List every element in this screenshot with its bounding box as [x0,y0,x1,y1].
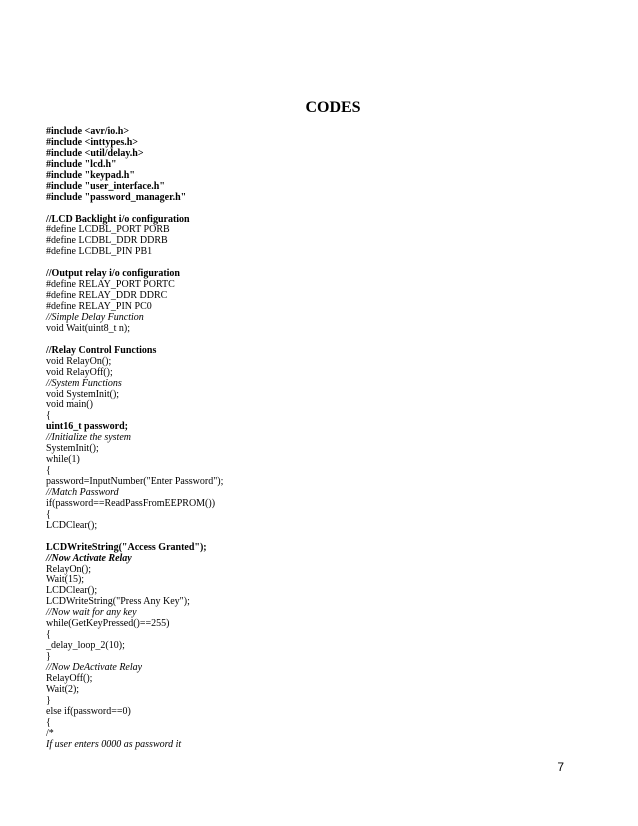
code-line: else if(password==0) [46,705,131,717]
code-line: #include <avr/io.h> [46,126,130,137]
code-line: LCDWriteString("Access Granted"); [46,541,207,553]
code-line: //LCD Backlight i/o configuration [46,213,190,225]
code-line: while(1) [46,454,80,466]
code-line: { [46,508,51,520]
code-line: RelayOff(); [46,672,93,684]
code-line: #define LCDBL_DDR DDRB [46,235,168,247]
code-line: //Simple Delay Function [46,311,144,323]
code-line: //Now DeActivate Relay [46,661,143,673]
code-line: //Initialize the system [46,432,131,444]
code-line: { [46,716,51,728]
code-line: RelayOn(); [46,563,91,575]
code-line: #include "keypad.h" [46,169,135,181]
code-line: uint16_t password; [46,421,128,433]
code-line: { [46,629,51,641]
code-line: if(password==ReadPassFromEEPROM()) [46,497,216,509]
code-line: #include <util/delay.h> [46,147,144,159]
code-line: //Now Activate Relay [46,552,132,564]
code-line: //Output relay i/o configuration [46,268,180,280]
code-line: { [46,410,51,422]
code-line: LCDClear(); [46,519,98,531]
code-line: LCDWriteString("Press Any Key"); [46,596,190,608]
code-line: { [46,465,51,477]
code-line: void SystemInit(); [46,388,120,400]
code-line: password=InputNumber("Enter Password"); [46,476,224,487]
code-line: Wait(15); [46,574,85,586]
code-blank-line [46,532,606,543]
code-line: #include "user_interface.h" [46,180,165,192]
code-line: //Relay Control Functions [46,344,157,356]
code-line: //Match Password [46,486,119,498]
code-line: } [46,694,51,706]
code-line: _delay_loop_2(10); [46,640,125,652]
code-line: #define RELAY_DDR DDRC [46,290,168,302]
code-line: void Wait(uint8_t n); [46,322,131,334]
code-line: void RelayOn(); [46,355,112,367]
code-line: void main() [46,399,93,411]
code-line: #define RELAY_PIN PC0 [46,301,152,312]
code-line: LCDClear(); [46,585,98,597]
code-line: #define LCDBL_PIN PB1 [46,246,153,258]
code-line: #include <inttypes.h> [46,136,138,148]
code-line: Wait(2); [46,683,80,695]
code-line: #define RELAY_PORT PORTC [46,279,175,291]
code-line: void RelayOff(); [46,366,113,378]
code-line: /* [46,727,54,739]
code-listing [46,127,606,750]
code-blank-line [46,204,606,215]
page-title: CODES [305,99,361,116]
code-line: #define LCDBL_PORT PORB [46,224,170,236]
code-line: #include "lcd.h" [46,158,117,170]
code-line: } [46,651,51,662]
code-line: while(GetKeyPressed()==255) [46,618,170,630]
code-line: //Now wait for any key [46,607,137,619]
code-line: SystemInit(); [46,443,99,455]
code-line: If user enters 0000 as password it [46,738,182,750]
page-number: 7 [557,760,564,774]
code-line: #include "password_manager.h" [46,191,187,203]
code-line: //System Functions [46,377,122,389]
